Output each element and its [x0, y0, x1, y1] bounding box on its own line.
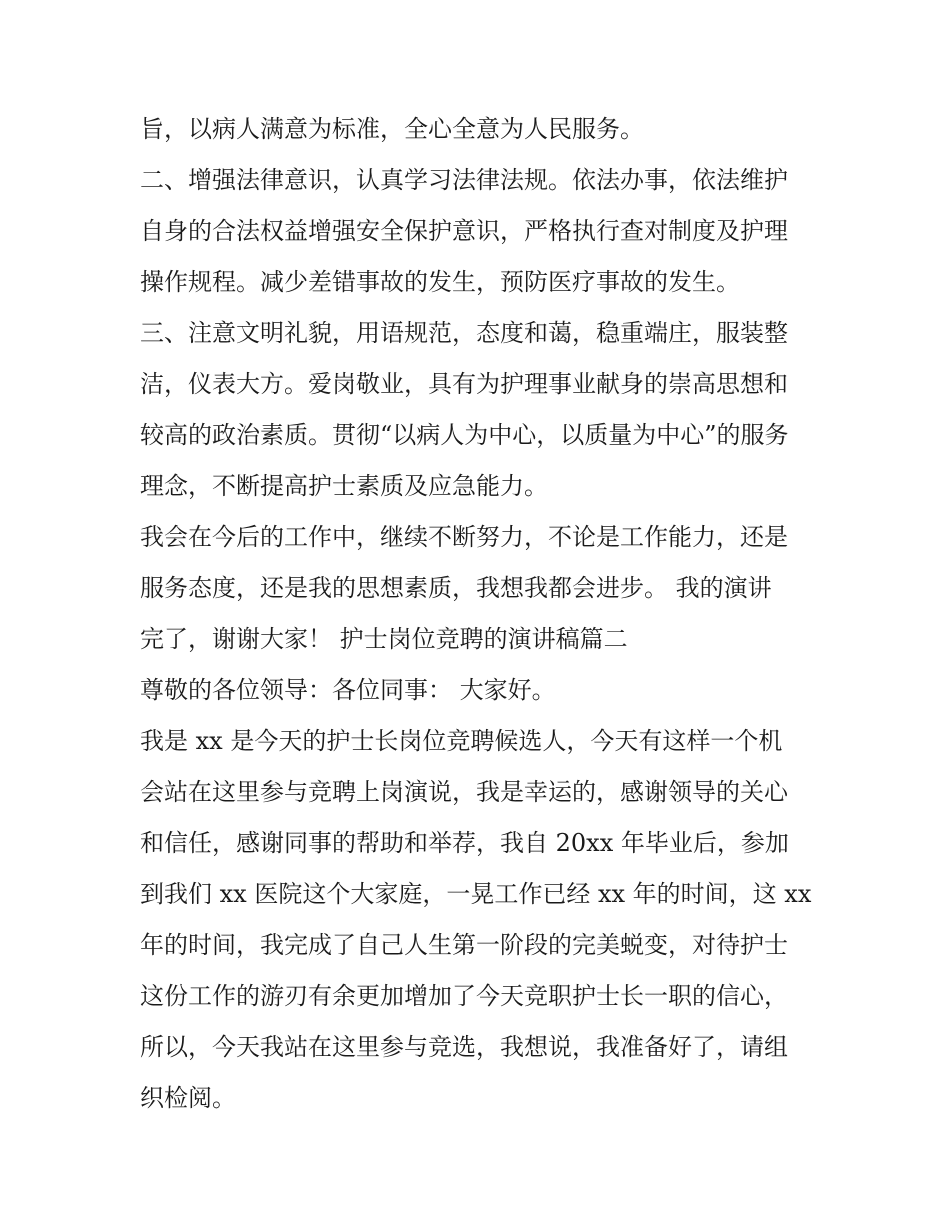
text-line: 会站在这里参与竞聘上岗演说，我是幸运的，感谢领导的关心 [140, 778, 788, 806]
text-line: 我会在今后的工作中，继续不断努力，不论是工作能力，还是 [140, 523, 788, 551]
text-line: 所以，今天我站在这里参与竞选，我想说，我准备好了，请组 [140, 1033, 788, 1061]
text-line: 三、注意文明礼貌，用语规范，态度和蔼，稳重端庄，服装整 [140, 319, 788, 347]
text-line: 和信任，感谢同事的帮助和举荐，我自 20xx 年毕业后，参加 [140, 829, 789, 857]
text-line: 洁，仪表大方。爱岗敬业，具有为护理事业献身的崇高思想和 [140, 370, 788, 398]
text-line: 完了，谢谢大家！ 护士岗位竞聘的演讲稿篇二 [140, 625, 628, 653]
text-line: 我是 xx 是今天的护士长岗位竞聘候选人，今天有这样一个机 [140, 727, 783, 755]
text-line: 这份工作的游刃有余更加增加了今天竞职护士长一职的信心， [140, 982, 788, 1010]
text-line: 操作规程。减少差错事故的发生，预防医疗事故的发生。 [140, 268, 740, 296]
text-line: 二、增强法律意识，认真学习法律法规。依法办事，依法维护 [140, 166, 788, 194]
text-line: 尊敬的各位领导：各位同事： 大家好。 [140, 676, 556, 704]
text-line: 服务态度，还是我的思想素质，我想我都会进步。 我的演讲 [140, 574, 772, 602]
text-line: 年的时间，我完成了自己人生第一阶段的完美蜕变，对待护士 [140, 931, 788, 959]
text-line: 自身的合法权益增强安全保护意识，严格执行查对制度及护理 [140, 217, 788, 245]
text-line: 织检阅。 [140, 1084, 236, 1112]
text-line: 旨，以病人满意为标准，全心全意为人民服务。 [140, 115, 644, 143]
text-line: 较高的政治素质。贯彻“以病人为中心，以质量为中心”的服务 [140, 421, 789, 449]
text-line: 到我们 xx 医院这个大家庭，一晃工作已经 xx 年的时间，这 xx [140, 880, 812, 908]
text-line: 理念，不断提高护士素质及应急能力。 [140, 472, 548, 500]
document-body [140, 104, 830, 1124]
